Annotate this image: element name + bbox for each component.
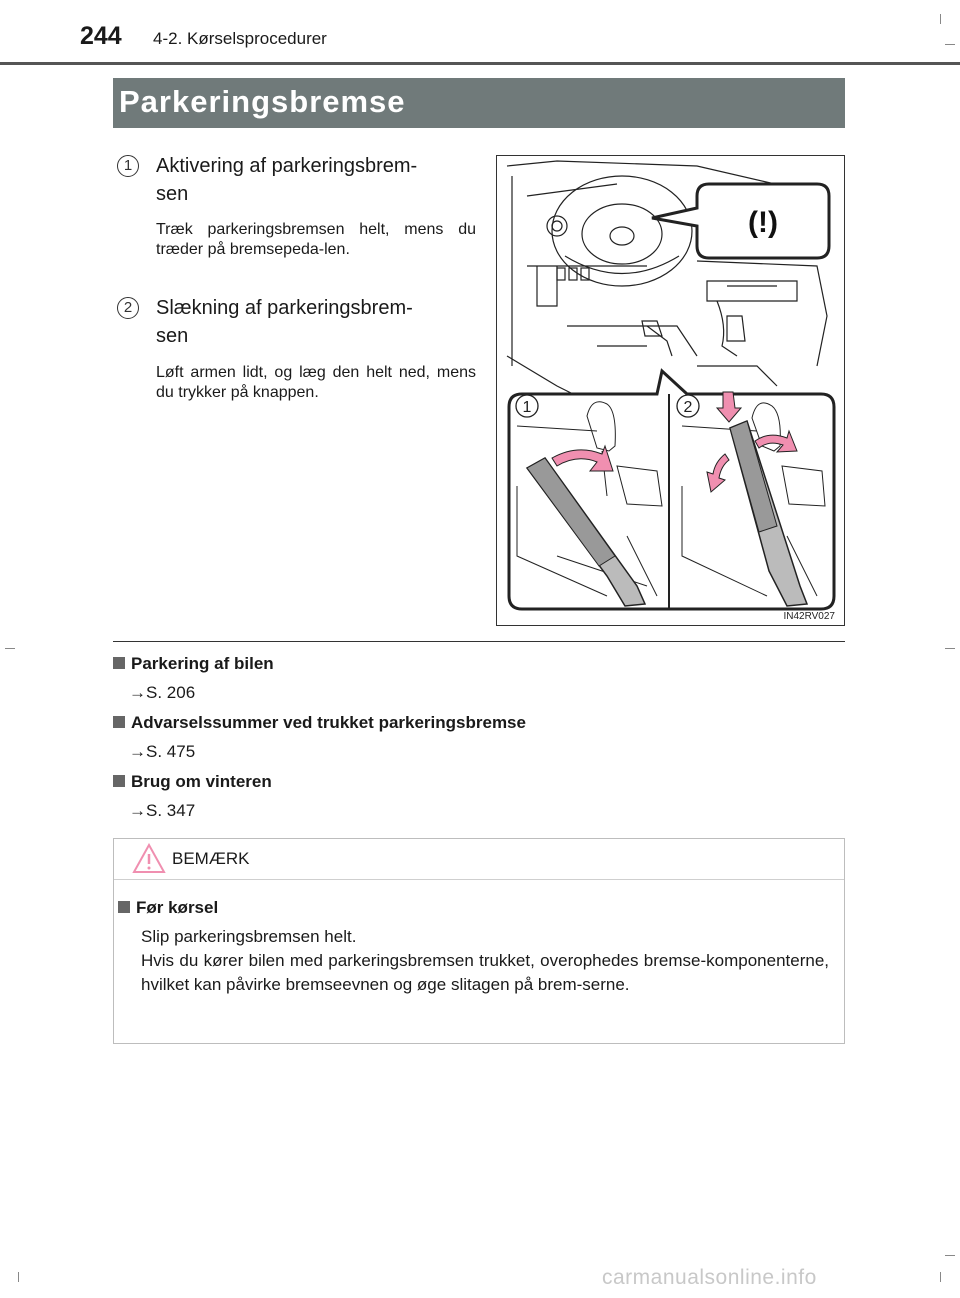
note-reference-parking[interactable]: →S. 206 — [129, 683, 196, 702]
notice-label: BEMÆRK — [172, 849, 250, 868]
parking-brake-illustration — [496, 155, 845, 626]
note-heading-buzzer: Advarselssummer ved trukket parkeringsbremse — [113, 713, 526, 733]
crop-mark — [945, 1255, 955, 1256]
step-1-description: Træk parkeringsbremsen helt, mens du træder på bremsepeda-len. — [156, 221, 476, 258]
crop-mark — [940, 1272, 941, 1282]
notice-text-line2: Hvis du kører bilen med parkeringsbremsen trukket, overophedes bremse-komponenterne, hvilket kan påvirke bremseevnen og øge slitagen på brem-serne. — [141, 951, 829, 994]
header-rule — [0, 62, 960, 65]
crop-mark — [18, 1272, 19, 1282]
section-title-bar — [113, 78, 845, 128]
dashboard-drawing — [497, 156, 845, 626]
step-1-title: Aktivering af parkeringsbrem- sen — [156, 155, 418, 205]
bullet-square-icon — [118, 901, 130, 913]
notice-text — [141, 925, 829, 997]
figure-code: IN42RV027 — [783, 611, 835, 622]
crop-mark — [945, 648, 955, 649]
callout-1: 1 — [522, 399, 532, 416]
note-heading-winter: Brug om vinteren — [113, 772, 272, 792]
crop-mark — [5, 648, 15, 649]
step-2-number: 2 — [117, 297, 139, 319]
note-reference-winter[interactable]: →S. 347 — [129, 801, 196, 820]
step-2-description: Løft armen lidt, og læg den helt ned, mens du trykker på knappen. — [156, 364, 476, 401]
crop-mark — [940, 14, 941, 24]
watermark: carmanualsonline.info — [602, 1266, 817, 1289]
step-1-number: 1 — [117, 155, 139, 177]
warning-triangle-icon — [132, 843, 166, 875]
bullet-square-icon — [113, 716, 125, 728]
notice-box — [113, 838, 845, 1044]
brake-warning-symbol: (!) — [748, 206, 778, 239]
note-heading-parking: Parkering af bilen — [113, 654, 274, 674]
callout-2: 2 — [683, 399, 693, 416]
bullet-square-icon — [113, 657, 125, 669]
chapter-title: 4-2. Kørselsprocedurer — [153, 29, 327, 48]
notice-header-divider — [114, 879, 844, 880]
section-title: Parkeringsbremse — [119, 84, 406, 119]
page-number: 244 — [80, 22, 122, 50]
notice-text-line1: Slip parkeringsbremsen helt. — [141, 927, 357, 946]
step-2-title: Slækning af parkeringsbrem- sen — [156, 297, 413, 347]
section-divider — [113, 641, 845, 642]
crop-mark — [945, 44, 955, 45]
bullet-square-icon — [113, 775, 125, 787]
notice-subtitle: Før kørsel — [118, 898, 218, 918]
note-reference-buzzer[interactable]: →S. 475 — [129, 742, 196, 761]
